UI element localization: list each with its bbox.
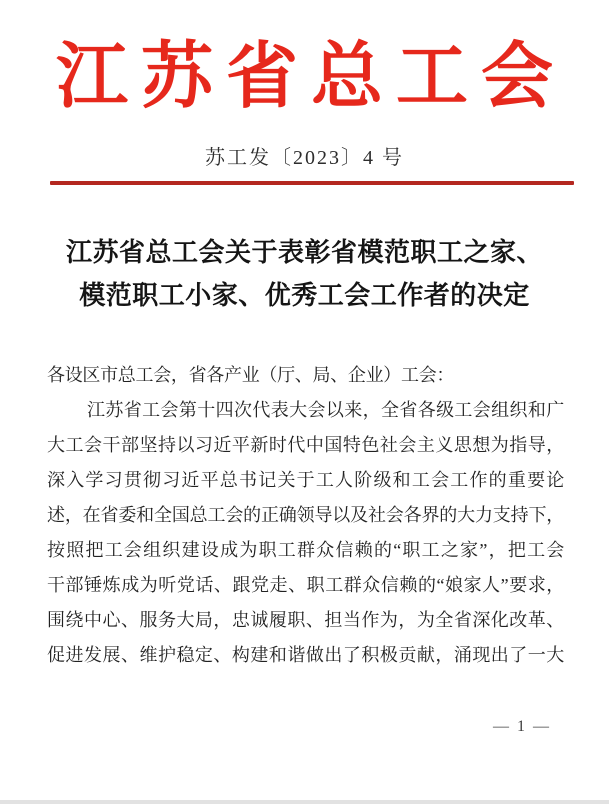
issuing-org-title: 江苏省总工会 xyxy=(55,37,566,117)
body-line: 大工会干部坚持以习近平新时代中国特色社会主义思想为指导， xyxy=(47,435,564,455)
document-title-line2: 模范职工小家、优秀工会工作者的决定 xyxy=(79,281,530,310)
body-line: 江苏省工会第十四次代表大会以来，全省各级工会组织和广 xyxy=(87,400,564,420)
body-line: 深入学习贯彻习近平总书记关于工人阶级和工会工作的重要论 xyxy=(47,470,564,490)
body-line: 述，在省委和全国总工会的正确领导以及社会各界的大力支持下， xyxy=(47,505,564,525)
document-body xyxy=(47,358,564,673)
page-number: — 1 — xyxy=(493,718,551,735)
salutation-line: 各设区市总工会，省各产业（厅、局、企业）工会： xyxy=(47,365,455,385)
body-line: 干部锤炼成为听党话、跟党走、职工群众信赖的“娘家人”要求， xyxy=(47,575,564,595)
scan-bottom-edge xyxy=(0,800,609,804)
body-line: 按照把工会组织建设成为职工群众信赖的“职工之家”，把工会 xyxy=(47,540,564,560)
document-title xyxy=(0,231,609,317)
body-line: 围绕中心、服务大局，忠诚履职、担当作为，为全省深化改革、 xyxy=(47,610,564,630)
document-title-line1: 江苏省总工会关于表彰省模范职工之家、 xyxy=(65,238,543,267)
red-divider-line xyxy=(50,181,574,185)
body-line: 促进发展、维护稳定、构建和谐做出了积极贡献，涌现出了一大 xyxy=(47,645,564,665)
document-number: 苏工发〔2023〕4 号 xyxy=(205,147,404,169)
